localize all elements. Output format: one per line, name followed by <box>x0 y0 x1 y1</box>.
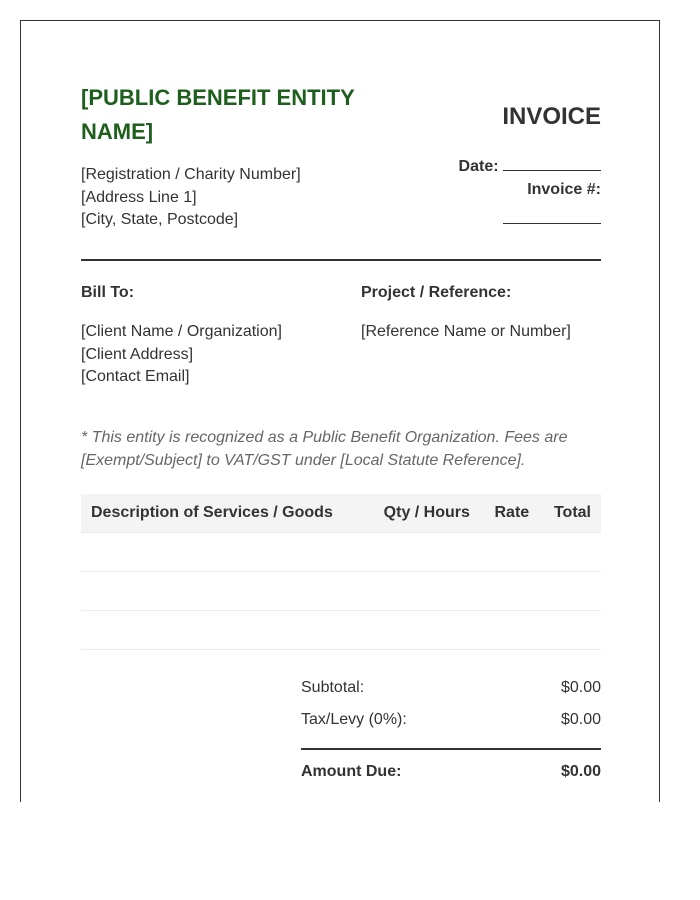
table-cell <box>539 611 601 650</box>
city-state-postcode: [City, State, Postcode] <box>81 211 239 228</box>
table-cell <box>539 572 601 611</box>
bill-to-details <box>81 321 282 389</box>
reference-details <box>361 321 571 344</box>
line-items-table <box>81 494 601 650</box>
subtotal-label: Subtotal: <box>301 679 365 696</box>
header-description: Description of Services / Goods <box>81 494 365 533</box>
tax-value: $0.00 <box>560 711 601 728</box>
table-cell <box>81 533 365 572</box>
header-rate: Rate <box>480 494 539 533</box>
tax-exemption-notice: * This entity is recognized as a Public Benefit Organization. Fees are [Exempt/Subject] to VAT/GST under [Local Statute Reference]. <box>81 429 568 469</box>
table-row <box>81 572 601 611</box>
table-cell <box>539 533 601 572</box>
table-cell <box>480 533 539 572</box>
invoice-number-blank-line <box>503 201 601 224</box>
address-line-1: [Address Line 1] <box>81 188 197 206</box>
invoice-page <box>20 20 660 802</box>
registration-number: [Registration / Charity Number] <box>81 166 301 183</box>
subtotal-value: $0.00 <box>560 679 601 696</box>
table-cell <box>365 572 480 611</box>
reference-label: Project / Reference: <box>361 284 512 301</box>
parties-section <box>81 261 601 431</box>
amount-due-row <box>301 748 601 788</box>
table-cell <box>81 611 365 650</box>
table-header-row <box>81 494 601 533</box>
contact-email: [Contact Email] <box>81 368 190 385</box>
reference-block <box>361 283 571 344</box>
tax-row <box>301 704 601 736</box>
invoice-number-row <box>401 178 601 201</box>
reference-value: [Reference Name or Number] <box>361 323 571 340</box>
invoice-number-label: Invoice #: <box>527 181 601 198</box>
amount-due-value: $0.00 <box>560 763 601 780</box>
table-cell <box>81 572 365 611</box>
bill-to-block <box>81 283 282 389</box>
subtotal-row <box>301 672 601 704</box>
totals-section <box>301 672 601 788</box>
table-cell <box>480 611 539 650</box>
client-name: [Client Name / Organization] <box>81 323 282 340</box>
amount-due-label: Amount Due: <box>301 763 402 780</box>
table-row <box>81 611 601 650</box>
invoice-meta <box>401 154 601 231</box>
invoice-header <box>81 81 601 261</box>
table-row <box>81 533 601 572</box>
invoice-number-blank-row <box>401 201 601 231</box>
header-qty-hours: Qty / Hours <box>365 494 480 533</box>
header-total: Total <box>539 494 601 533</box>
date-label: Date: <box>458 158 499 175</box>
invoice-title: INVOICE <box>502 103 601 130</box>
tax-label: Tax/Levy (0%): <box>301 711 407 728</box>
bill-to-label: Bill To: <box>81 284 135 301</box>
date-row <box>401 154 601 178</box>
table-cell <box>365 611 480 650</box>
table-cell <box>365 533 480 572</box>
organization-name: [PUBLIC BENEFIT ENTITY NAME] <box>81 85 355 144</box>
date-blank-line <box>503 154 601 171</box>
table-cell <box>480 572 539 611</box>
organization-details <box>81 164 301 232</box>
client-address: [Client Address] <box>81 345 194 363</box>
invoice-content <box>81 81 601 788</box>
